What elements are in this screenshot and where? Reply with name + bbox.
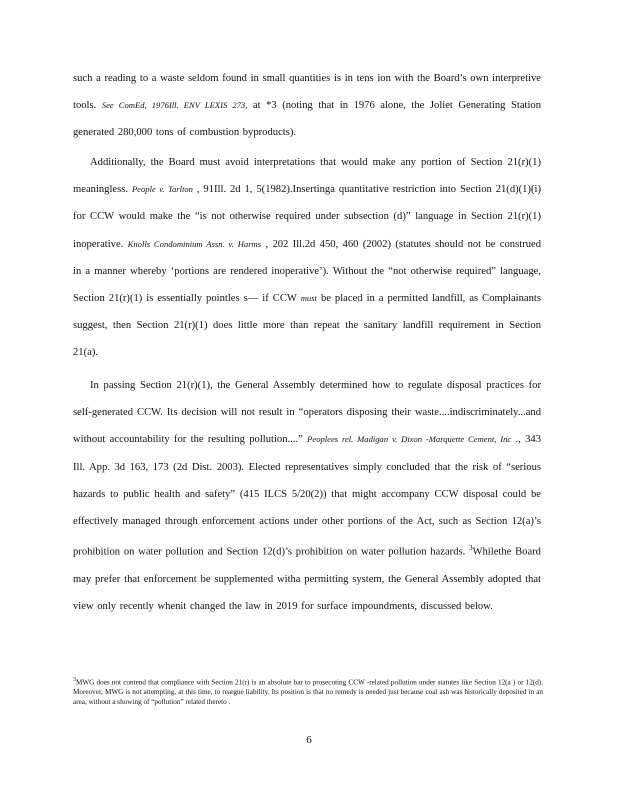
citation-text: See ComEd, 1976Ill. ENV LEXIS 273,: [101, 100, 248, 111]
body-text: , 91Ill. 2d 1, 5(1982).Insertinga quantitative restriction into Section 21(d)(1)(i) for CCW would make the “is not otherwise required under subsection (d)” language in Section 21(r)(1) inoperative.: [73, 184, 541, 250]
body-text: Whilethe Board may prefer that enforcement be supplemented witha permitting system, the General Assembly adopted that view only recently whenit changed the law in 2019 for surface impoundments, discussed below.: [73, 546, 541, 613]
body-text: Additionally, the Board must avoid interpretations that would make any portion of Section 21(r)(1) meaningless.: [73, 157, 541, 196]
citation-text: Knolls Condominium Assn. v. Harms: [127, 238, 262, 249]
body-text: be placed in a permitted landfill, as Complainants suggest, then Section 21(r)(1) does little more than repeat the sanitary landfill requirement in Section 21(a).: [73, 293, 541, 359]
page-number: 6: [306, 734, 312, 746]
body-text: such a reading to a waste seldom found in small quantities is in tens ion with the Board’s own interpretive tools.: [73, 73, 541, 112]
footnote-text: MWG does not contend that compliance with Section 21(r) is an absolute bar to prosecuting CCW -related pollution under statutes like Section 12(a ) or 12(d). Moreover, MWG is not attempting, at this time, to reargue liability. Its position is that no remedy is needed just because coal ash was historically deposited in an area, without a showing of “pollution” related thereto .: [73, 678, 543, 707]
body-text: at *3 (noting that in 1976 alone, the Joliet Generating Station generated 280,000 tons of combustion byproducts).: [73, 100, 542, 139]
footnote-marker: 3: [73, 677, 76, 683]
footnote: [73, 675, 543, 707]
body-text: ., 343 Ill. App. 3d 163, 173 (2d Dist. 2003). Elected representatives simply concluded that the risk of “serious hazards to public health and safety” (415 ILCS 5/20(2)) that might accompany CCW disposal could be effectively managed through enforcement actions under other portions of the Act, such as Section 12(a)’s prohibition on water pollution and Section 12(d)’s prohibition on water pollution hazards.: [73, 434, 541, 558]
paragraph-1: [73, 65, 541, 147]
citation-text: People v. Tarlton: [131, 184, 193, 195]
paragraph-3: [73, 372, 541, 620]
footnote-ref: 3: [469, 544, 473, 553]
citation-text: must: [300, 293, 317, 304]
body-text: In passing Section 21(r)(1), the General Assembly determined how to regulate disposal practices for self-generated CCW. Its decision will not result in “operators disposing their waste....indiscriminately...and without accountability for the resulting pollution....”: [73, 380, 541, 446]
citation-text: Peoplees rel. Madigan v. Dixon -Marquette Cement, Inc: [307, 434, 512, 445]
paragraph-2: [73, 149, 541, 367]
body-text: , 202 Ill.2d 450, 460 (2002) (statutes should not be construed in a manner whereby ‘portions are rendered inoperative’). Without the “not otherwise required” language, Section 21(r)(1) is essentially pointles s— if CCW: [73, 238, 541, 305]
